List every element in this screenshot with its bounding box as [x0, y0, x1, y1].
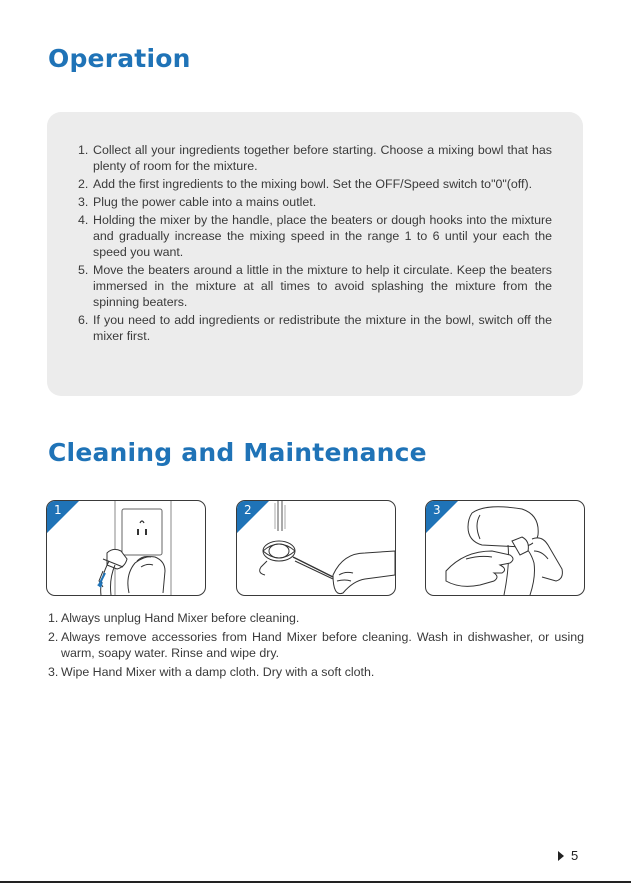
step-number: 2. — [48, 629, 59, 644]
list-item — [78, 142, 552, 174]
operation-title: Operation — [48, 44, 191, 73]
step-number: 6. — [78, 313, 89, 327]
figure-panel-2 — [236, 500, 396, 596]
step-text: Always remove accessories from Hand Mixer before cleaning. Wash in dishwasher, or using warm, soapy water. Rinse and wipe dry. — [61, 629, 584, 660]
list-item — [78, 212, 552, 260]
step-text: Add the first ingredients to the mixing bowl. Set the OFF/Speed switch to"0"(off). — [93, 177, 533, 191]
step-text: If you need to add ingredients or redistribute the mixture in the bowl, switch off the mixer first. — [93, 313, 552, 343]
triangle-right-icon — [558, 851, 564, 861]
page-number-label: 5 — [571, 848, 579, 863]
step-badge-icon — [426, 501, 460, 535]
figure-panel-3 — [425, 500, 585, 596]
step-number: 1. — [78, 143, 89, 157]
step-badge-icon — [47, 501, 81, 535]
cleaning-steps-list — [48, 610, 584, 682]
list-item — [48, 629, 584, 662]
list-item — [48, 610, 584, 627]
figure-number: 2 — [244, 503, 252, 517]
step-text: Plug the power cable into a mains outlet. — [93, 195, 317, 209]
figure-panel-1 — [46, 500, 206, 596]
step-text: Collect all your ingredients together before starting. Choose a mixing bowl that has plenty of room for the mixture. — [93, 143, 552, 173]
list-item — [48, 664, 584, 681]
step-number: 2. — [78, 177, 89, 191]
list-item — [78, 194, 552, 210]
operation-steps-list — [78, 142, 552, 346]
list-item — [78, 262, 552, 310]
step-number: 4. — [78, 213, 89, 227]
step-text: Wipe Hand Mixer with a damp cloth. Dry with a soft cloth. — [61, 664, 375, 679]
step-number: 3. — [48, 664, 59, 679]
list-item — [78, 176, 552, 192]
figure-number: 1 — [54, 503, 62, 517]
cleaning-maintenance-title: Cleaning and Maintenance — [48, 438, 427, 467]
step-number: 1. — [48, 611, 59, 625]
figure-number: 3 — [433, 503, 441, 517]
step-text: Always unplug Hand Mixer before cleaning. — [61, 611, 300, 625]
page-number — [558, 848, 578, 863]
step-number: 5. — [78, 263, 89, 277]
step-badge-icon — [237, 501, 271, 535]
step-number: 3. — [78, 195, 89, 209]
step-text: Move the beaters around a little in the mixture to help it circulate. Keep the beaters immersed in the mixture at all times to avoid splashing the mixture from the spinning beaters. — [93, 263, 552, 309]
list-item — [78, 312, 552, 344]
step-text: Holding the mixer by the handle, place the beaters or dough hooks into the mixture and gradually increase the mixing speed in the range 1 to 6 until your each the speed you want. — [93, 213, 552, 259]
